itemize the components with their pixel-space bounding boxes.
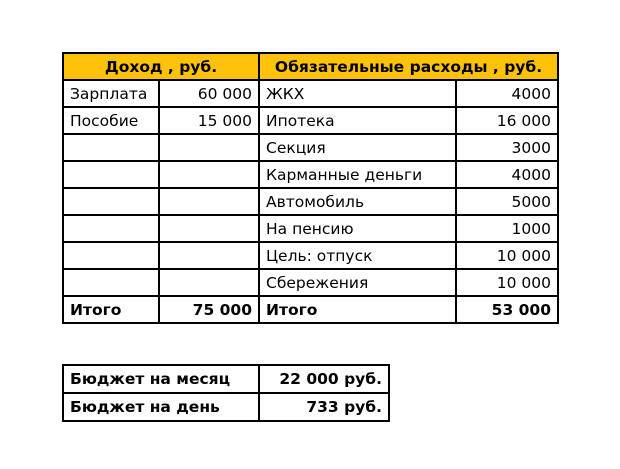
table-row	[63, 188, 558, 215]
expense-label: Сбережения	[259, 269, 456, 296]
income-label: Зарплата	[63, 80, 159, 107]
expense-label: Карманные деньги	[259, 161, 456, 188]
income-value	[159, 188, 259, 215]
expense-value: 1000	[456, 215, 558, 242]
budget-month-label: Бюджет на месяц	[63, 365, 259, 393]
income-label: Пособие	[63, 107, 159, 134]
expense-value: 10 000	[456, 269, 558, 296]
income-value: 60 000	[159, 80, 259, 107]
income-value	[159, 134, 259, 161]
income-value	[159, 215, 259, 242]
expense-total-value: 53 000	[456, 296, 558, 323]
income-value	[159, 269, 259, 296]
expense-value: 16 000	[456, 107, 558, 134]
budget-month-value: 22 000 руб.	[259, 365, 389, 393]
expense-value: 3000	[456, 134, 558, 161]
income-label	[63, 215, 159, 242]
table-row	[63, 215, 558, 242]
income-value: 15 000	[159, 107, 259, 134]
income-value	[159, 161, 259, 188]
income-total-label: Итого	[63, 296, 159, 323]
expenses-header: Обязательные расходы , руб.	[259, 53, 558, 80]
expense-value: 4000	[456, 161, 558, 188]
table-row	[63, 269, 558, 296]
expense-value: 4000	[456, 80, 558, 107]
budget-day-label: Бюджет на день	[63, 393, 259, 421]
income-label	[63, 134, 159, 161]
budget-day-value: 733 руб.	[259, 393, 389, 421]
expense-label: На пенсию	[259, 215, 456, 242]
budget-row-day	[63, 393, 389, 421]
income-value	[159, 242, 259, 269]
table-row	[63, 107, 558, 134]
expense-value: 10 000	[456, 242, 558, 269]
table-header-row	[63, 53, 558, 80]
income-label	[63, 242, 159, 269]
table-row	[63, 161, 558, 188]
expense-total-label: Итого	[259, 296, 456, 323]
total-row	[63, 296, 558, 323]
table-row	[63, 80, 558, 107]
income-label	[63, 161, 159, 188]
expense-label: Ипотека	[259, 107, 456, 134]
expense-label: Секция	[259, 134, 456, 161]
income-label	[63, 269, 159, 296]
expense-value: 5000	[456, 188, 558, 215]
income-total-value: 75 000	[159, 296, 259, 323]
table-row	[63, 134, 558, 161]
budget-table	[62, 364, 390, 422]
income-label	[63, 188, 159, 215]
income-header: Доход , руб.	[63, 53, 259, 80]
table-row	[63, 242, 558, 269]
income-expense-table	[62, 52, 559, 324]
expense-label: Автомобиль	[259, 188, 456, 215]
expense-label: Цель: отпуск	[259, 242, 456, 269]
expense-label: ЖКХ	[259, 80, 456, 107]
budget-row-month	[63, 365, 389, 393]
